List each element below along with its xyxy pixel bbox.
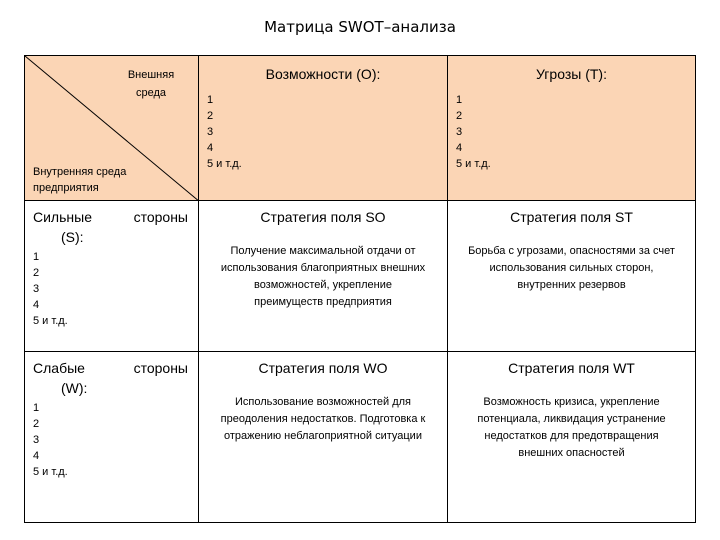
list-item: 4 [207,142,214,154]
page-title: Матрица SWOT–анализа [264,18,456,36]
so-text: Получение максимальной отдачи от использования благоприятных внешних возможностей, укрепление преимуществ предприятия [220,245,426,308]
strengths-word2: стороны [133,209,188,225]
threats-list [456,92,491,172]
opportunities-heading: Возможности (О): [265,66,381,82]
threats-cell [447,55,696,201]
list-item: 3 [33,283,40,295]
opportunities-list [207,92,242,172]
st-cell [447,200,696,352]
list-item: 5 и т.д. [456,158,491,170]
st-title: Стратегия поля ST [510,209,633,225]
list-item: 4 [456,142,463,154]
opportunities-cell [198,55,448,201]
threats-heading: Угрозы (Т): [536,66,607,82]
list-item: 4 [33,450,40,462]
list-item: 3 [456,126,463,138]
weaknesses-word2: стороны [133,360,188,376]
so-title: Стратегия поля SO [260,209,386,225]
wt-cell [447,351,696,523]
list-item: 4 [33,299,40,311]
list-item: 1 [33,402,40,414]
list-item: 3 [33,434,40,446]
list-item: 5 и т.д. [33,466,68,478]
wo-title: Стратегия поля WO [258,360,388,376]
strengths-word3: (S): [61,229,84,245]
wt-text: Возможность кризиса, укрепление потенциала, ликвидация устранение недостатков для предотвращения внешних опасностей [477,396,666,459]
strengths-cell [24,200,199,352]
strengths-word1: Сильные [33,209,92,225]
weaknesses-list [33,400,68,480]
list-item: 2 [33,267,40,279]
st-text: Борьба с угрозами, опасностями за счет использования сильных сторон, внутренних резервов [468,245,675,291]
strengths-list [33,249,68,329]
internal-env-label: Внутренняя среда предприятия [33,166,127,194]
weaknesses-word1: Слабые [33,360,85,376]
list-item: 2 [456,110,463,122]
list-item: 5 и т.д. [207,158,242,170]
external-env-label: Внешняя среда [127,69,175,99]
swot-matrix [24,55,696,523]
so-cell [198,200,448,352]
wo-cell [198,351,448,523]
list-item: 1 [456,94,463,106]
weaknesses-cell [24,351,199,523]
wt-title: Стратегия поля WT [508,360,635,376]
wo-text: Использование возможностей для преодоления недостатков. Подготовка к отражению неблагоприятной ситуации [220,396,426,442]
list-item: 3 [207,126,214,138]
list-item: 2 [207,110,214,122]
corner-cell [24,55,199,201]
weaknesses-word3: (W): [61,380,88,396]
list-item: 1 [207,94,214,106]
list-item: 1 [33,251,40,263]
list-item: 2 [33,418,40,430]
list-item: 5 и т.д. [33,315,68,327]
